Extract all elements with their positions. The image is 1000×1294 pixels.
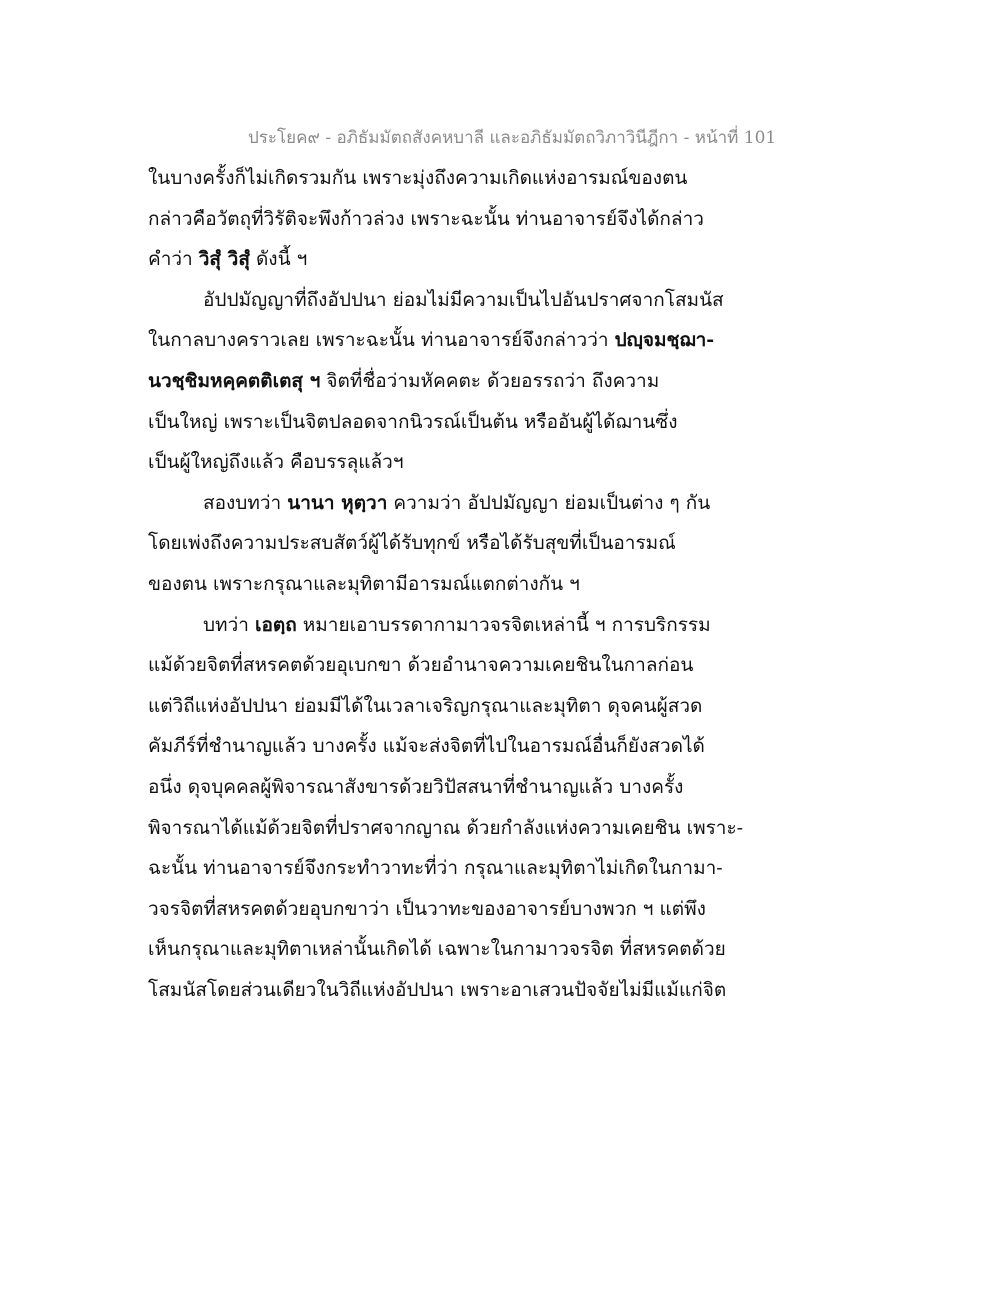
text-line bbox=[148, 767, 888, 808]
text-line bbox=[148, 564, 888, 605]
text-line bbox=[148, 402, 888, 443]
text-segment: สองบทว่า bbox=[203, 491, 288, 514]
text-line bbox=[148, 645, 888, 686]
text-segment: บทว่า bbox=[203, 613, 255, 636]
text-segment: ของตน เพราะกรุณาและมุทิตามีอารมณ์แตกต่างกัน ฯ bbox=[148, 572, 580, 595]
text-line bbox=[148, 158, 888, 199]
text-segment: ในกาลบางคราวเลย เพราะฉะนั้น ท่านอาจารย์จึงกล่าวว่า bbox=[148, 329, 615, 352]
text-line bbox=[148, 361, 888, 402]
text-line bbox=[148, 686, 888, 727]
text-segment: กล่าวคือวัตถุที่วิรัติจะพึงก้าวล่วง เพราะฉะนั้น ท่านอาจารย์จึงได้กล่าว bbox=[148, 207, 704, 230]
text-segment: แต่วิถีแห่งอัปปนา ย่อมมีได้ในเวลาเจริญกรุณาและมุทิตา ดุจคนผู้สวด bbox=[148, 694, 703, 717]
text-line bbox=[148, 199, 888, 240]
text-segment: จิตที่ชื่อว่ามหัคคตะ ด้วยอรรถว่า ถึงความ bbox=[320, 369, 660, 392]
text-line bbox=[148, 726, 888, 767]
text-line bbox=[148, 808, 888, 849]
pali-term: นวชฺชิมหคฺคตติเตสุ ฯ bbox=[148, 369, 321, 392]
text-segment: วจรจิตที่สหรคตด้วยอุบกขาว่า เป็นวาทะของอาจารย์บางพวก ฯ แต่พึง bbox=[148, 897, 706, 920]
text-line bbox=[148, 320, 888, 361]
text-segment: อัปปมัญญาที่ถึงอัปปนา ย่อมไม่มีความเป็นไปอันปราศจากโสมนัส bbox=[203, 288, 724, 311]
text-segment: โสมนัสโดยส่วนเดียวในวิถีแห่งอัปปนา เพราะอาเสวนปัจจัยไม่มีแม้แก่จิต bbox=[148, 978, 727, 1001]
text-segment: อนึ่ง ดุจบุคคลผู้พิจารณาสังขารด้วยวิปัสสนาที่ชำนาญแล้ว บางครั้ง bbox=[148, 775, 684, 798]
text-segment: ในบางครั้งก็ไม่เกิดรวมกัน เพราะมุ่งถึงความเกิดแห่งอารมณ์ของตน bbox=[148, 167, 688, 189]
text-segment: เห็นกรุณาและมุทิตาเหล่านั้นเกิดได้ เฉพาะในกามาวจรจิต ที่สหรคตด้วย bbox=[148, 938, 726, 961]
text-segment: ฉะนั้น ท่านอาจารย์จึงกระทำวาทะที่ว่า กรุณาและมุทิตาไม่เกิดในกามา- bbox=[148, 857, 723, 880]
text-line bbox=[148, 848, 888, 889]
text-line bbox=[148, 239, 888, 280]
text-line bbox=[148, 889, 888, 930]
text-line bbox=[148, 523, 888, 564]
text-segment: หมายเอาบรรดากามาวจรจิตเหล่านี้ ฯ การบริกรรม bbox=[296, 613, 711, 636]
text-segment: เป็นใหญ่ เพราะเป็นจิตปลอดจากนิวรณ์เป็นต้น หรืออันผู้ได้ฌานซึ่ง bbox=[148, 410, 678, 433]
page-header: ประโยค๙ - อภิธัมมัตถสังคหบาลี และอภิธัมมัตถวิภาวินีฎีกา - หน้าที่ 101 bbox=[248, 128, 777, 148]
text-segment: ความว่า อัปปมัญญา ย่อมเป็นต่าง ๆ กัน bbox=[387, 491, 711, 514]
text-segment: โดยเพ่งถึงความประสบสัตว์ผู้ได้รับทุกข์ หรือได้รับสุขที่เป็นอารมณ์ bbox=[148, 532, 676, 555]
text-segment: คัมภีร์ที่ชำนาญแล้ว บางครั้ง แม้จะส่งจิตที่ไปในอารมณ์อื่นก็ยังสวดได้ bbox=[148, 735, 705, 758]
pali-term: นานา หุตฺวา bbox=[287, 491, 388, 514]
text-line bbox=[148, 483, 888, 524]
text-line bbox=[148, 970, 888, 1011]
text-segment: เป็นผู้ใหญ่ถึงแล้ว คือบรรลุแล้วฯ bbox=[148, 451, 404, 474]
text-segment: ดังนี้ ฯ bbox=[249, 248, 308, 271]
text-line bbox=[148, 280, 888, 321]
pali-term: วิสุํ วิสุํ bbox=[198, 248, 250, 271]
pali-term: ปญฺจมชฺฌา- bbox=[614, 329, 715, 352]
text-segment: แม้ด้วยจิตที่สหรคตด้วยอุเบกขา ด้วยอำนาจความเคยชินในกาลก่อน bbox=[148, 654, 694, 677]
text-segment: คำว่า bbox=[148, 248, 199, 271]
text-line bbox=[148, 442, 888, 483]
text-segment: พิจารณาได้แม้ด้วยจิตที่ปราศจากญาณ ด้วยกำลังแห่งความเคยชิน เพราะ- bbox=[148, 816, 744, 839]
pali-term: เอตฺถ bbox=[254, 613, 297, 636]
body-text bbox=[148, 158, 888, 1010]
text-line bbox=[148, 605, 888, 646]
text-line bbox=[148, 929, 888, 970]
